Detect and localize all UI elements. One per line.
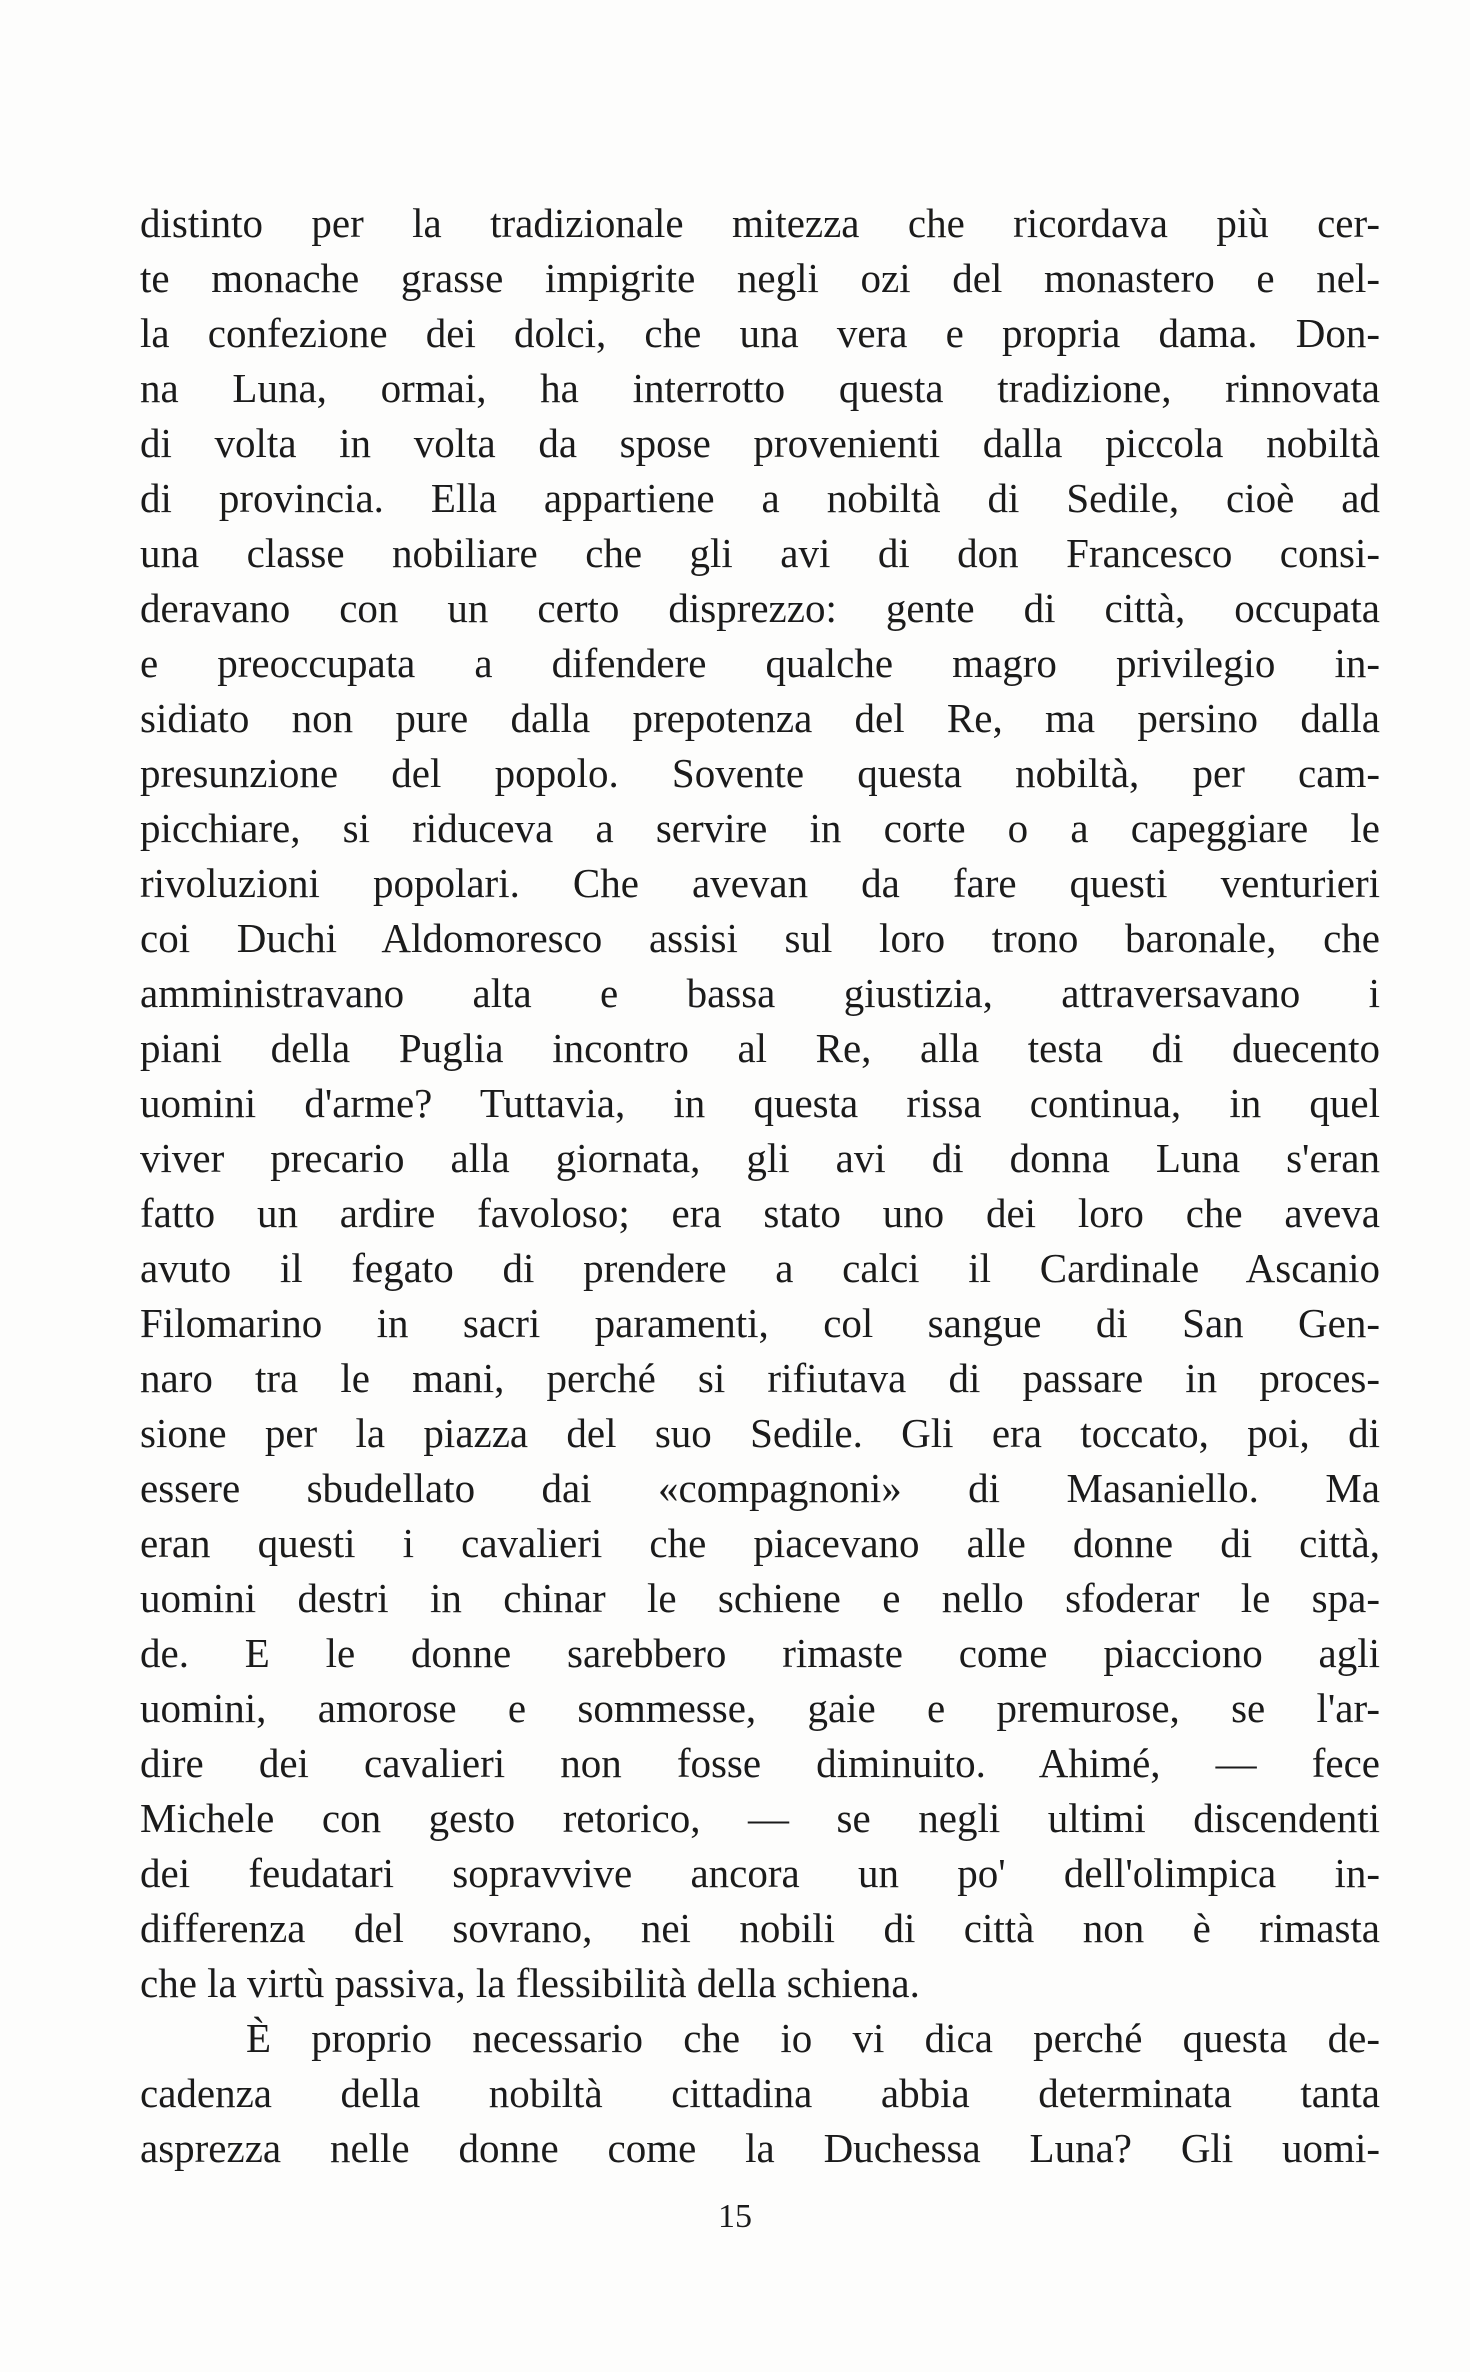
text-line: na Luna, ormai, ha interrotto questa tradizione, rinnovata [140, 365, 1380, 411]
text-line: de. E le donne sarebbero rimaste come piacciono agli [140, 1630, 1380, 1676]
text-line: deravano con un certo disprezzo: gente di città, occupata [140, 585, 1380, 631]
text-line-last: che la virtù passiva, la flessibilità della schiena. [140, 1960, 920, 2006]
text-line: uomini destri in chinar le schiene e nello sfoderar le spa- [140, 1575, 1380, 1621]
text-line: cadenza della nobiltà cittadina abbia determinata tanta [140, 2070, 1380, 2116]
text-line: essere sbudellato dai «compagnoni» di Masaniello. Ma [140, 1465, 1380, 1511]
text-line-indented: È proprio necessario che io vi dica perché questa de- [246, 2015, 1380, 2061]
text-line: Filomarino in sacri paramenti, col sangue di San Gen- [140, 1300, 1380, 1346]
text-line: avuto il fegato di prendere a calci il Cardinale Ascanio [140, 1245, 1380, 1291]
text-line: sione per la piazza del suo Sedile. Gli era toccato, poi, di [140, 1410, 1380, 1456]
text-line: una classe nobiliare che gli avi di don Francesco consi- [140, 530, 1380, 576]
text-line: sidiato non pure dalla prepotenza del Re, ma persino dalla [140, 695, 1380, 741]
text-line: dire dei cavalieri non fosse diminuito. Ahimé, — fece [140, 1740, 1380, 1786]
text-line: Michele con gesto retorico, — se negli ultimi discendenti [140, 1795, 1380, 1841]
text-line: di provincia. Ella appartiene a nobiltà di Sedile, cioè ad [140, 475, 1380, 521]
text-line: picchiare, si riduceva a servire in corte o a capeggiare le [140, 805, 1380, 851]
text-line: asprezza nelle donne come la Duchessa Luna? Gli uomi- [140, 2125, 1380, 2171]
text-line: uomini, amorose e sommesse, gaie e premurose, se l'ar- [140, 1685, 1380, 1731]
text-line: amministravano alta e bassa giustizia, attraversavano i [140, 970, 1380, 1016]
text-line: di volta in volta da spose provenienti dalla piccola nobiltà [140, 420, 1380, 466]
text-line: piani della Puglia incontro al Re, alla testa di duecento [140, 1025, 1380, 1071]
text-line: dei feudatari sopravvive ancora un po' dell'olimpica in- [140, 1850, 1380, 1896]
text-line: differenza del sovrano, nei nobili di città non è rimasta [140, 1905, 1380, 1951]
page-number: 15 [718, 2198, 752, 2235]
text-line: uomini d'arme? Tuttavia, in questa rissa continua, in quel [140, 1080, 1380, 1126]
paragraph-2 [140, 2011, 1380, 2176]
text-line: distinto per la tradizionale mitezza che ricordava più cer- [140, 200, 1380, 246]
text-line: viver precario alla giornata, gli avi di donna Luna s'eran [140, 1135, 1380, 1181]
text-line: eran questi i cavalieri che piacevano alle donne di città, [140, 1520, 1380, 1566]
text-line: e preoccupata a difendere qualche magro privilegio in- [140, 640, 1380, 686]
text-line: coi Duchi Aldomoresco assisi sul loro trono baronale, che [140, 915, 1380, 961]
text-line: rivoluzioni popolari. Che avevan da fare questi venturieri [140, 860, 1380, 906]
paragraph-1 [140, 196, 1380, 2011]
body-text [140, 196, 1380, 2176]
text-line: fatto un ardire favoloso; era stato uno dei loro che aveva [140, 1190, 1380, 1236]
text-line: naro tra le mani, perché si rifiutava di passare in proces- [140, 1355, 1380, 1401]
text-line: presunzione del popolo. Sovente questa nobiltà, per cam- [140, 750, 1380, 796]
text-line: la confezione dei dolci, che una vera e propria dama. Don- [140, 310, 1380, 356]
text-line: te monache grasse impigrite negli ozi del monastero e nel- [140, 255, 1380, 301]
